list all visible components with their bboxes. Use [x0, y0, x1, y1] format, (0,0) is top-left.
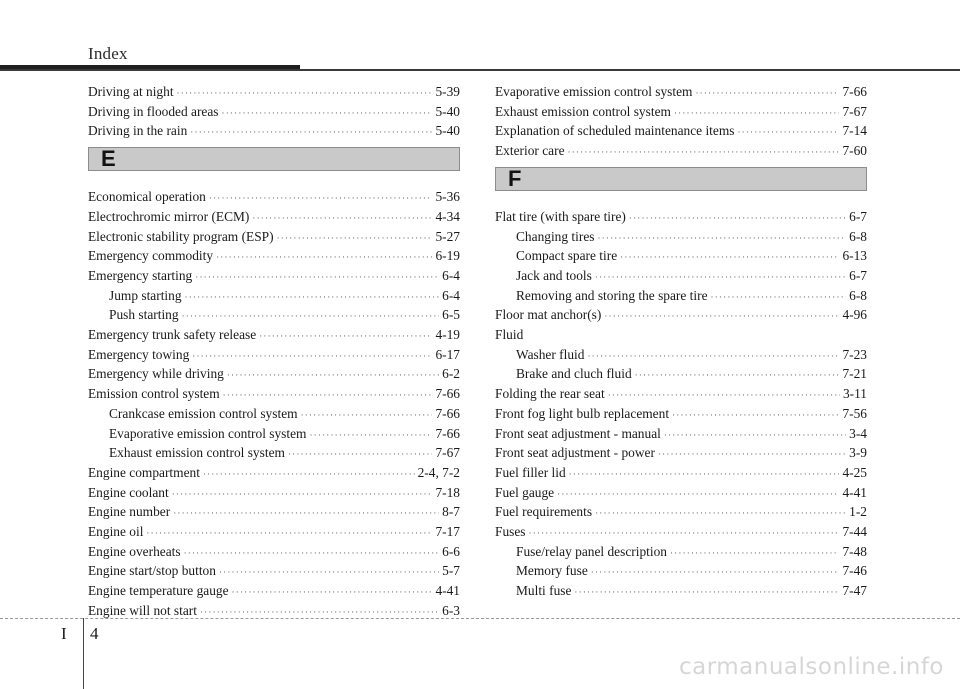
entry-label: Exterior care: [495, 143, 565, 159]
entry-page-ref: 7-56: [842, 405, 867, 421]
dot-leader: [672, 411, 839, 420]
entry-page-ref: 4-41: [842, 484, 867, 500]
entry-label: Memory fuse: [516, 563, 588, 579]
entry-label: Front fog light bulb replacement: [495, 405, 670, 421]
entry-page-ref: 6-19: [435, 248, 460, 264]
index-entry: [88, 483, 460, 503]
entry-page-ref: 4-25: [842, 464, 867, 480]
index-entry: [88, 345, 460, 365]
index-column-right: [495, 82, 867, 601]
index-entry: [495, 305, 867, 325]
dot-leader: [629, 214, 846, 223]
entry-label: Engine number: [88, 504, 171, 520]
entry-page-ref: 7-60: [842, 143, 867, 159]
dot-leader: [620, 253, 839, 262]
index-entry: [495, 121, 867, 141]
index-subentry: [88, 443, 460, 463]
dot-leader: [664, 431, 846, 440]
entry-label: Emergency trunk safety release: [88, 327, 257, 343]
dot-leader: [222, 109, 433, 118]
dot-leader: [569, 470, 840, 479]
index-subentry: [495, 364, 867, 384]
entry-page-ref: 5-40: [435, 103, 460, 119]
section-letter: F: [508, 165, 522, 191]
index-subentry: [495, 286, 867, 306]
index-entry: [495, 207, 867, 227]
left-top-entries: [88, 82, 460, 141]
dot-leader: [737, 128, 839, 137]
entry-label: Evaporative emission control system: [495, 84, 693, 99]
entry-label: Fuse/relay panel description: [516, 543, 667, 559]
entry-page-ref: 7-14: [842, 123, 867, 139]
dot-leader: [227, 371, 439, 380]
entry-page-ref: 3-4: [849, 425, 867, 441]
index-subentry: [495, 542, 867, 562]
dot-leader: [173, 509, 439, 518]
dot-leader: [223, 391, 433, 400]
index-entry: [495, 522, 867, 542]
dot-leader: [674, 109, 840, 118]
entry-page-ref: 4-34: [435, 208, 460, 224]
index-entry: [88, 325, 460, 345]
entry-page-ref: 7-66: [435, 386, 460, 402]
entry-label: Multi fuse: [516, 583, 572, 599]
dot-leader: [203, 470, 415, 479]
dot-leader: [190, 128, 432, 137]
dot-leader: [146, 529, 432, 538]
index-entry: [495, 325, 867, 345]
entry-page-ref: 5-27: [435, 228, 460, 244]
index-entry: [88, 542, 460, 562]
index-subentry: [88, 305, 460, 325]
index-subentry: [88, 424, 460, 444]
entry-label: Front seat adjustment - power: [495, 445, 655, 461]
entry-label: Exhaust emission control system: [109, 445, 285, 461]
dot-leader: [259, 332, 432, 341]
right-top-entries: [495, 82, 867, 161]
dot-leader: [277, 234, 433, 243]
index-subentry: [88, 286, 460, 306]
entry-page-ref: 6-6: [442, 543, 460, 559]
entry-label: Electrochromic mirror (ECM): [88, 208, 250, 224]
dot-leader: [309, 431, 432, 440]
entry-page-ref: 7-48: [842, 543, 867, 559]
entry-page-ref: 7-23: [842, 346, 867, 362]
entry-label: Crankcase emission control system: [109, 405, 298, 421]
index-subentry: [495, 581, 867, 601]
entry-label: Fuses: [495, 524, 526, 540]
index-entry: [495, 404, 867, 424]
entry-label: Flat tire (with spare tire): [495, 208, 626, 224]
entry-label: Fuel gauge: [495, 484, 555, 500]
entry-label: Emergency towing: [88, 346, 190, 362]
index-subentry: [495, 227, 867, 247]
index-entry: [88, 561, 460, 581]
entry-page-ref: 5-39: [435, 84, 460, 99]
entry-label: Brake and cluch fluid: [516, 366, 632, 382]
entry-page-ref: 4-19: [435, 327, 460, 343]
dot-leader: [597, 234, 846, 243]
dot-leader: [172, 490, 433, 499]
entry-label: Engine oil: [88, 524, 144, 540]
watermark: carmanualsonline.info: [678, 654, 944, 680]
index-entry: [495, 502, 867, 522]
index-subentry: [88, 404, 460, 424]
index-subentry: [495, 266, 867, 286]
dot-leader: [587, 352, 839, 361]
footer-page-number: 4: [90, 624, 99, 643]
dot-leader: [711, 293, 847, 302]
entry-page-ref: 6-2: [442, 366, 460, 382]
entry-label: Emergency starting: [88, 267, 193, 283]
header-rule: [0, 69, 960, 71]
entry-label: Emission control system: [88, 386, 220, 402]
entry-page-ref: 7-66: [435, 425, 460, 441]
entry-page-ref: 6-4: [442, 287, 460, 303]
dot-leader: [604, 312, 839, 321]
entry-label: Engine temperature gauge: [88, 583, 229, 599]
dot-leader: [574, 588, 839, 597]
section-letter: E: [101, 146, 116, 172]
index-entry: [88, 102, 460, 122]
entry-page-ref: 7-18: [435, 484, 460, 500]
index-entry: [495, 384, 867, 404]
dot-leader: [529, 529, 840, 538]
entry-page-ref: 7-66: [435, 405, 460, 421]
index-column-left: [88, 82, 460, 621]
index-entry: [495, 483, 867, 503]
left-section-entries: [88, 187, 460, 620]
index-entry: [495, 463, 867, 483]
entry-label: Folding the rear seat: [495, 386, 605, 402]
dot-leader: [184, 549, 440, 558]
dot-leader: [200, 608, 439, 617]
dot-leader: [670, 549, 839, 558]
entry-page-ref: 6-7: [849, 208, 867, 224]
entry-page-ref: 5-36: [435, 189, 460, 205]
dot-leader: [219, 568, 439, 577]
index-entry: [495, 443, 867, 463]
entry-page-ref: 4-96: [842, 307, 867, 323]
footer-rule: [0, 618, 960, 619]
dot-leader: [195, 273, 439, 282]
entry-page-ref: 6-7: [849, 267, 867, 283]
page-title: Index: [88, 44, 128, 63]
index-entry: [88, 266, 460, 286]
footer-divider: [83, 618, 84, 689]
entry-page-ref: 3-11: [842, 386, 867, 402]
entry-page-ref: 5-7: [442, 563, 460, 579]
entry-page-ref: 6-8: [849, 228, 867, 244]
entry-page-ref: 5-40: [435, 123, 460, 139]
index-entry: [495, 141, 867, 161]
dot-leader: [185, 293, 440, 302]
entry-label: Fuel requirements: [495, 504, 593, 520]
dot-leader: [591, 568, 840, 577]
dot-leader: [192, 352, 432, 361]
entry-page-ref: 6-3: [442, 602, 460, 618]
entry-page-ref: 6-13: [842, 248, 867, 264]
entry-label: Removing and storing the spare tire: [516, 287, 708, 303]
entry-label: Fluid: [495, 327, 524, 343]
entry-page-ref: 7-21: [842, 366, 867, 382]
dot-leader: [177, 89, 433, 98]
index-subentry: [495, 246, 867, 266]
entry-page-ref: 6-17: [435, 346, 460, 362]
entry-label: Jack and tools: [516, 267, 592, 283]
entry-page-ref: 8-7: [442, 504, 460, 520]
entry-page-ref: 7-17: [435, 524, 460, 540]
dot-leader: [695, 89, 839, 98]
entry-label: Front seat adjustment - manual: [495, 425, 661, 441]
index-entry: [88, 522, 460, 542]
dot-leader: [216, 253, 432, 262]
entry-label: Explanation of scheduled maintenance items: [495, 123, 735, 139]
entry-page-ref: 3-9: [849, 445, 867, 461]
entry-page-ref: 7-46: [842, 563, 867, 579]
section-header-f: [495, 167, 867, 191]
dot-leader: [595, 273, 846, 282]
entry-label: Engine start/stop button: [88, 563, 216, 579]
index-entry: [88, 502, 460, 522]
entry-label: Emergency while driving: [88, 366, 224, 382]
entry-label: Driving at night: [88, 84, 174, 99]
entry-label: Washer fluid: [516, 346, 585, 362]
index-entry: [88, 463, 460, 483]
entry-page-ref: 6-8: [849, 287, 867, 303]
entry-label: Driving in the rain: [88, 123, 188, 139]
index-entry: [88, 82, 460, 102]
entry-label: Engine compartment: [88, 464, 200, 480]
right-section-entries: [495, 207, 867, 601]
entry-label: Push starting: [109, 307, 179, 323]
entry-page-ref: 2-4, 7-2: [417, 464, 460, 480]
dot-leader: [608, 391, 840, 400]
entry-label: Exhaust emission control system: [495, 103, 671, 119]
index-entry: [88, 207, 460, 227]
dot-leader: [182, 312, 440, 321]
index-entry: [88, 581, 460, 601]
dot-leader: [209, 194, 433, 203]
entry-page-ref: 7-66: [842, 84, 867, 99]
index-entry: [88, 246, 460, 266]
index-entry: [88, 227, 460, 247]
index-entry: [495, 82, 867, 102]
entry-page-ref: 7-67: [435, 445, 460, 461]
index-entry: [88, 121, 460, 141]
dot-leader: [252, 214, 432, 223]
entry-label: Economical operation: [88, 189, 206, 205]
entry-label: Fuel filler lid: [495, 464, 566, 480]
entry-label: Electronic stability program (ESP): [88, 228, 274, 244]
entry-label: Compact spare tire: [516, 248, 618, 264]
entry-page-ref: 6-4: [442, 267, 460, 283]
entry-label: Emergency commodity: [88, 248, 214, 264]
index-subentry: [495, 561, 867, 581]
index-entry: [495, 102, 867, 122]
entry-label: Engine overheats: [88, 543, 181, 559]
dot-leader: [658, 450, 846, 459]
entry-page-ref: 4-41: [435, 583, 460, 599]
entry-page-ref: 6-5: [442, 307, 460, 323]
dot-leader: [568, 148, 840, 157]
entry-label: Floor mat anchor(s): [495, 307, 602, 323]
index-entry: [88, 364, 460, 384]
index-subentry: [495, 345, 867, 365]
entry-label: Changing tires: [516, 228, 595, 244]
dot-leader: [301, 411, 433, 420]
entry-label: Evaporative emission control system: [109, 425, 307, 441]
entry-label: Driving in flooded areas: [88, 103, 219, 119]
dot-leader: [232, 588, 433, 597]
entry-label: Engine coolant: [88, 484, 169, 500]
entry-label: Engine will not start: [88, 602, 197, 618]
dot-leader: [595, 509, 846, 518]
index-entry: [88, 384, 460, 404]
footer-section-letter: I: [61, 624, 67, 643]
section-header-e: [88, 147, 460, 171]
entry-page-ref: 7-67: [842, 103, 867, 119]
entry-label: Jump starting: [109, 287, 182, 303]
index-entry: [495, 424, 867, 444]
dot-leader: [557, 490, 839, 499]
entry-page-ref: 7-47: [842, 583, 867, 599]
dot-leader: [635, 371, 840, 380]
dot-leader: [288, 450, 433, 459]
index-entry: [88, 187, 460, 207]
entry-page-ref: 7-44: [842, 524, 867, 540]
entry-page-ref: 1-2: [849, 504, 867, 520]
